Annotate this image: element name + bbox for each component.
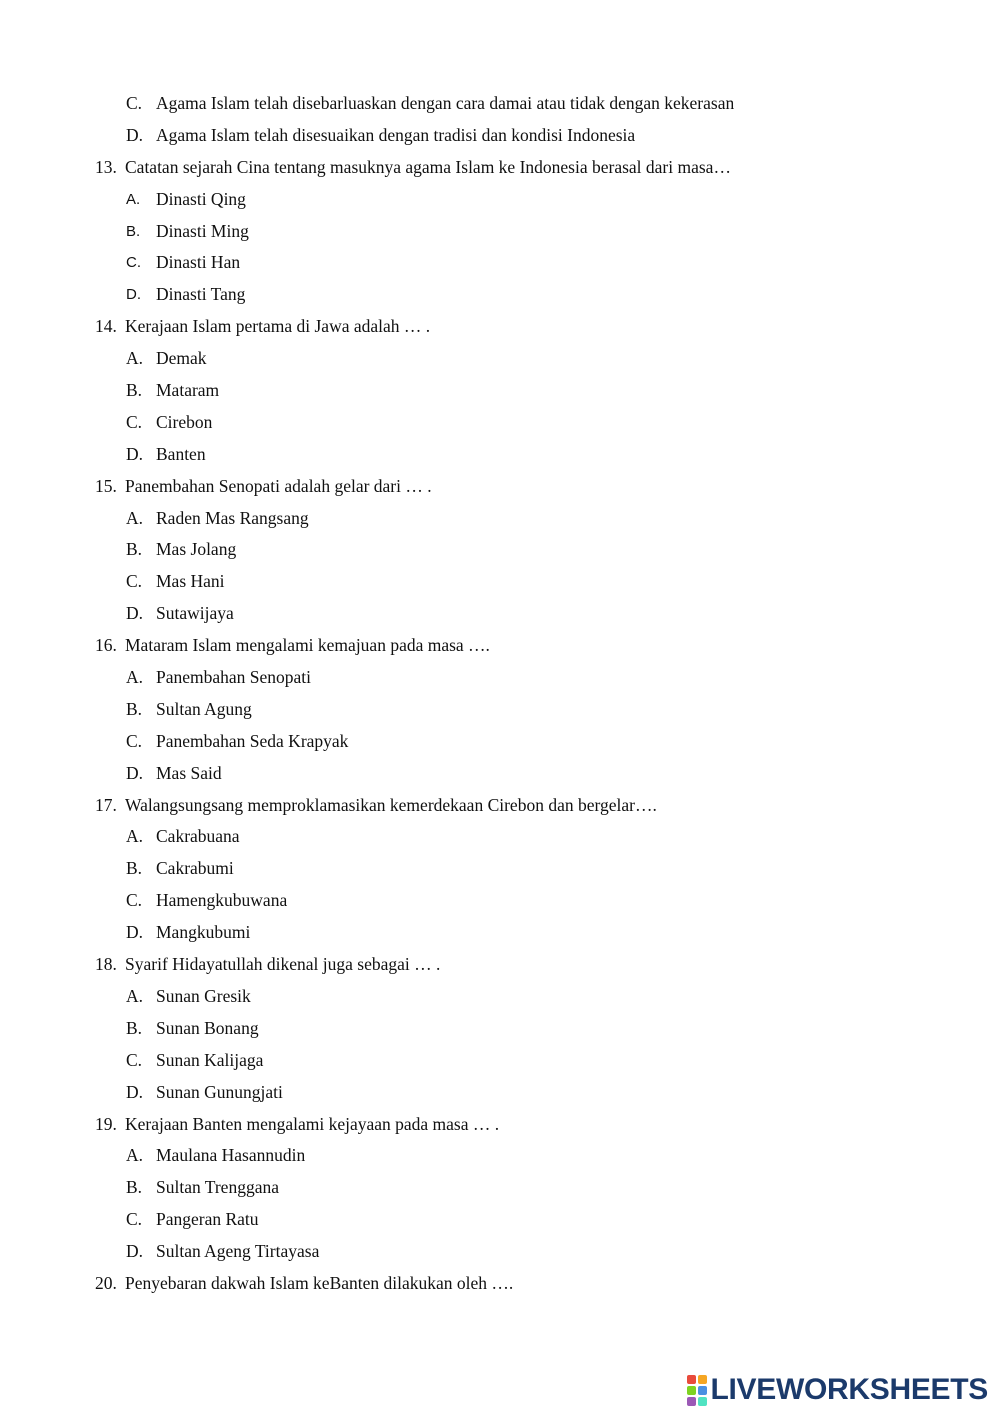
answer-option [0,247,1000,279]
option-letter: A. [126,1145,144,1166]
option-text: Mataram [156,380,220,401]
answer-option [0,503,1000,535]
option-letter: A. [126,190,141,208]
question-text: Syarif Hidayatullah dikenal juga sebagai … . [125,954,441,975]
question-text: Kerajaan Islam pertama di Jawa adalah … . [125,316,431,337]
option-text: Raden Mas Rangsang [156,507,309,528]
option-text: Mas Hani [156,571,225,592]
logo-square [687,1375,696,1384]
option-letter: D. [126,124,144,145]
option-letter: C. [126,1209,143,1230]
option-letter: C. [126,411,143,432]
question-number: 20. [95,1272,117,1293]
answer-option [0,726,1000,758]
option-letter: B. [126,539,143,560]
question-text: Mataram Islam mengalami kemajuan pada masa …. [125,635,490,656]
answer-option [0,1236,1000,1268]
option-text: Cakrabumi [156,858,234,879]
question-number: 19. [95,1113,117,1134]
question-number: 13. [95,156,117,177]
option-letter: C. [126,730,143,751]
question-number: 16. [95,635,117,656]
logo-mark-icon [687,1375,707,1406]
option-letter: A. [126,507,144,528]
answer-option [0,120,1000,152]
option-letter: B. [126,1177,143,1198]
option-letter: B. [126,698,143,719]
option-letter: B. [126,1017,143,1038]
option-text: Mas Said [156,762,222,783]
question-text: Catatan sejarah Cina tentang masuknya agama Islam ke Indonesia berasal dari masa… [125,156,731,177]
logo-text: LIVEWORKSHEETS [710,1373,988,1406]
option-text: Mas Jolang [156,539,237,560]
option-letter: C. [126,254,141,272]
answer-option [0,534,1000,566]
answer-option [0,279,1000,311]
option-letter: D. [126,762,144,783]
question-text: Penyebaran dakwah Islam keBanten dilakukan oleh …. [125,1272,514,1293]
question-line [0,630,1000,662]
option-letter: B. [126,380,143,401]
liveworksheets-logo [687,1370,989,1410]
answer-option [0,758,1000,790]
option-text: Banten [156,443,206,464]
option-letter: C. [126,1049,143,1070]
option-letter: C. [126,571,143,592]
question-number: 14. [95,316,117,337]
answer-option [0,598,1000,630]
answer-option [0,1140,1000,1172]
option-letter: A. [126,985,144,1006]
option-letter: D. [126,1241,144,1262]
answer-option [0,853,1000,885]
question-text: Panembahan Senopati adalah gelar dari … . [125,475,432,496]
option-letter: C. [126,93,143,113]
answer-option [0,88,1000,120]
option-letter: B. [126,858,143,879]
option-letter: C. [126,890,143,911]
option-letter: D. [126,1081,144,1102]
logo-square [698,1386,707,1395]
option-text: Panembahan Senopati [156,667,312,688]
question-line [0,1268,1000,1300]
option-text: Sultan Agung [156,698,252,719]
option-text: Sutawijaya [156,603,234,624]
logo-square [687,1386,696,1395]
answer-option [0,917,1000,949]
logo-square [687,1397,696,1406]
option-text: Dinasti Ming [156,220,249,241]
option-text: Sunan Gresik [156,985,251,1006]
option-text: Cirebon [156,411,213,432]
question-number: 15. [95,475,117,496]
answer-option [0,566,1000,598]
answer-option [0,694,1000,726]
option-text: Dinasti Tang [156,284,246,305]
question-line [0,1109,1000,1141]
answer-option [0,184,1000,216]
answer-option [0,885,1000,917]
answer-option [0,1013,1000,1045]
option-text: Sunan Kalijaga [156,1049,264,1070]
answer-option [0,216,1000,248]
question-number: 17. [95,794,117,815]
question-text: Kerajaan Banten mengalami kejayaan pada masa … . [125,1113,500,1134]
option-letter: D. [126,922,144,943]
answer-option [0,1045,1000,1077]
option-letter: A. [126,348,144,369]
option-text: Mangkubumi [156,922,251,943]
option-letter: B. [126,222,141,240]
option-letter: D. [126,443,144,464]
option-text: Agama Islam telah disesuaikan dengan tradisi dan kondisi Indonesia [156,124,636,145]
option-text: Dinasti Han [156,252,241,273]
option-text: Pangeran Ratu [156,1209,259,1230]
question-line [0,311,1000,343]
answer-option [0,375,1000,407]
answer-option [0,343,1000,375]
answer-option [0,439,1000,471]
logo-square [698,1375,707,1384]
question-line [0,152,1000,184]
logo-square [698,1397,707,1406]
answer-option [0,1172,1000,1204]
option-text: Cakrabuana [156,826,240,847]
option-text: Agama Islam telah disebarluaskan dengan cara damai atau tidak dengan kekerasan [156,93,735,113]
question-line [0,790,1000,822]
option-letter: D. [126,603,144,624]
answer-option [0,407,1000,439]
answer-option [0,1077,1000,1109]
option-letter: A. [126,667,144,688]
option-text: Sunan Gunungjati [156,1081,283,1102]
question-line [0,471,1000,503]
worksheet-page [0,88,1000,1300]
option-letter: A. [126,826,144,847]
option-text: Sultan Trenggana [156,1177,279,1198]
question-text: Walangsungsang memproklamasikan kemerdekaan Cirebon dan bergelar…. [125,794,657,815]
question-number: 18. [95,954,117,975]
answer-option [0,821,1000,853]
question-line [0,949,1000,981]
option-text: Hamengkubuwana [156,890,288,911]
answer-option [0,662,1000,694]
option-text: Sultan Ageng Tirtayasa [156,1241,320,1262]
option-letter: D. [126,286,141,304]
option-text: Panembahan Seda Krapyak [156,730,349,751]
option-text: Dinasti Qing [156,188,246,209]
answer-option [0,1204,1000,1236]
option-text: Demak [156,348,207,369]
option-text: Sunan Bonang [156,1017,259,1038]
answer-option [0,981,1000,1013]
option-text: Maulana Hasannudin [156,1145,306,1166]
